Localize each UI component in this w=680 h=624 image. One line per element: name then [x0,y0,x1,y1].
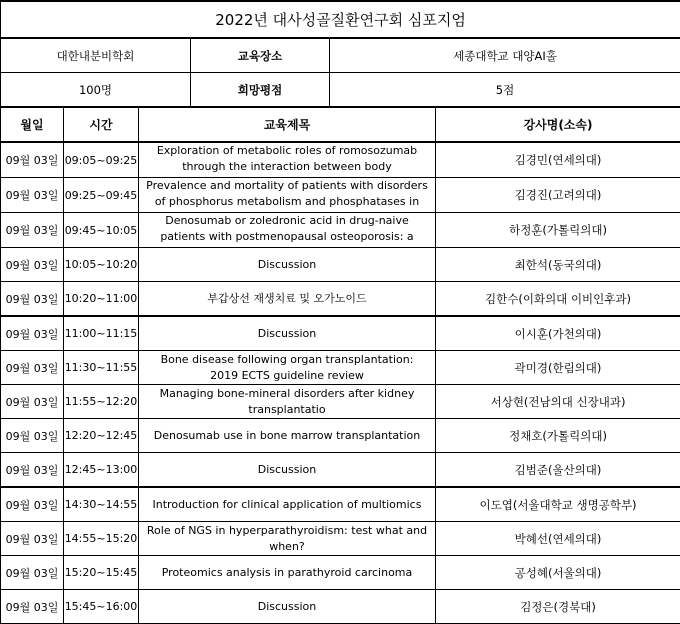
table-row [1,178,680,213]
session-title: Discussion [145,462,429,478]
session-time: 11:55~12:20 [64,385,139,419]
place-value: 세종대학교 대양AI홀 [330,38,680,73]
session-title: Role of NGS in hyperparathyroidism: test what and when? [145,523,429,555]
table-row [1,213,680,248]
table-row [1,248,680,282]
session-speaker: 김경민(연세의대) [436,142,680,178]
session-time: 09:45~10:05 [64,213,139,248]
session-date: 09월 03일 [1,385,64,419]
session-speaker: 김한수(이화의대 이비인후과) [436,282,680,317]
session-date: 09월 03일 [1,487,64,522]
session-speaker: 김범준(울산의대) [436,453,680,488]
session-title: Prevalence and mortality of patients with disorders of phosphorus metabolism and phosphatases in [145,178,429,212]
info-row-2 [1,73,680,108]
session-date: 09월 03일 [1,142,64,178]
session-title-cell [139,142,436,178]
session-speaker: 이도엽(서울대학교 생명공학부) [436,487,680,522]
title-row [1,1,680,38]
session-title: Denosumab use in bone marrow transplantation [145,428,429,444]
session-speaker: 서상현(전남의대 신장내과) [436,385,680,419]
header-time: 시간 [64,107,139,142]
session-title-cell [139,385,436,419]
table-row [1,385,680,419]
session-time: 09:05~09:25 [64,142,139,178]
session-time: 14:30~14:55 [64,487,139,522]
session-time: 11:00~11:15 [64,316,139,351]
session-title: Exploration of metabolic roles of romosozumab through the interaction between body [145,143,429,177]
page-title: 2022년 대사성골질환연구회 심포지엄 [1,1,680,38]
place-label: 교육장소 [191,38,330,73]
session-speaker: 공성혜(서울의대) [436,556,680,590]
session-date: 09월 03일 [1,556,64,590]
capacity: 100명 [1,73,191,108]
session-speaker: 곽미경(한림의대) [436,351,680,385]
session-title-cell [139,522,436,556]
session-title: Discussion [145,326,429,342]
session-time: 14:55~15:20 [64,522,139,556]
table-row [1,282,680,317]
session-time: 12:20~12:45 [64,419,139,453]
session-time: 10:20~11:00 [64,282,139,317]
table-row [1,590,680,624]
session-date: 09월 03일 [1,248,64,282]
session-title: Discussion [145,257,429,273]
column-header-row [1,107,680,142]
table-row [1,142,680,178]
session-time: 09:25~09:45 [64,178,139,213]
session-time: 10:05~10:20 [64,248,139,282]
session-speaker: 하정훈(가톨릭의대) [436,213,680,248]
session-title: 부갑상선 재생치료 및 오가노이드 [145,291,429,307]
session-date: 09월 03일 [1,590,64,624]
session-title: Denosumab or zoledronic acid in drug-naive patients with postmenopausal osteoporosis: a [145,213,429,247]
session-title-cell [139,556,436,590]
session-title-cell [139,419,436,453]
organizer: 대한내분비학회 [1,38,191,73]
session-speaker: 이시훈(가천의대) [436,316,680,351]
session-speaker: 최한석(동국의대) [436,248,680,282]
table-row [1,419,680,453]
session-title-cell [139,351,436,385]
session-time: 15:45~16:00 [64,590,139,624]
session-title-cell [139,248,436,282]
session-title: Bone disease following organ transplantation: 2019 ECTS guideline review [145,352,429,384]
session-title-cell [139,282,436,317]
table-row [1,453,680,488]
table-row [1,487,680,522]
session-title-cell [139,590,436,624]
table-row [1,351,680,385]
header-speaker: 강사명(소속) [436,107,680,142]
session-title-cell [139,178,436,213]
session-date: 09월 03일 [1,351,64,385]
session-speaker: 김정은(경북대) [436,590,680,624]
session-speaker: 김경진(고려의대) [436,178,680,213]
session-title-cell [139,453,436,488]
session-date: 09월 03일 [1,453,64,488]
table-row [1,316,680,351]
session-title: Managing bone-mineral disorders after kidney transplantatio [145,386,429,418]
table-row [1,556,680,590]
session-title-cell [139,316,436,351]
header-date: 월일 [1,107,64,142]
session-title-cell [139,487,436,522]
table-row [1,522,680,556]
session-speaker: 박혜선(연세의대) [436,522,680,556]
session-title-cell [139,213,436,248]
session-time: 11:30~11:55 [64,351,139,385]
session-date: 09월 03일 [1,522,64,556]
session-date: 09월 03일 [1,316,64,351]
session-title: Discussion [145,599,429,615]
session-speaker: 정채호(가톨릭의대) [436,419,680,453]
score-value: 5점 [330,73,680,108]
session-time: 12:45~13:00 [64,453,139,488]
score-label: 희망평점 [191,73,330,108]
session-date: 09월 03일 [1,419,64,453]
header-title: 교육제목 [139,107,436,142]
session-title: Introduction for clinical application of multiomics [145,497,429,513]
info-row-1 [1,38,680,73]
session-date: 09월 03일 [1,178,64,213]
session-title: Proteomics analysis in parathyroid carcinoma [145,565,429,581]
session-date: 09월 03일 [1,213,64,248]
session-time: 15:20~15:45 [64,556,139,590]
session-date: 09월 03일 [1,282,64,317]
